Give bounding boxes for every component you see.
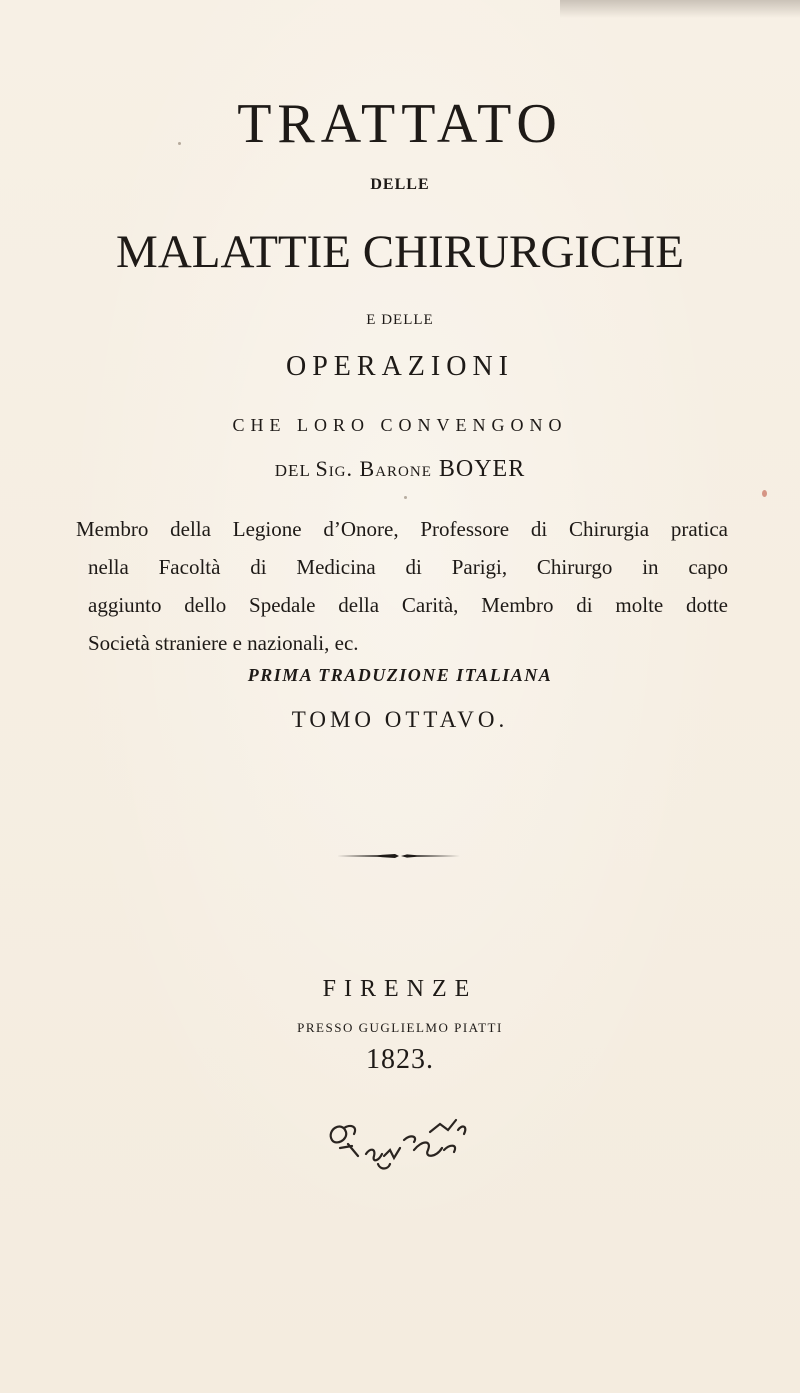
translation-note: PRIMA TRADUZIONE ITALIANA <box>247 665 553 685</box>
ownership-signature-stamp <box>318 1110 478 1180</box>
book-title: TRATTATO <box>237 93 563 155</box>
volume-number: TOMO OTTAVO. <box>291 707 509 732</box>
author-honorific: Sig. Barone <box>315 456 432 481</box>
author-line <box>0 456 800 483</box>
imprint-city: FIRENZE <box>322 976 478 1002</box>
title-connector-delle: DELLE <box>370 176 430 193</box>
credentials-line: Membro della Legione d’Onore, Professore di Chirurgia pratica <box>76 517 728 541</box>
author-credentials <box>76 510 728 662</box>
page-edge-shadow <box>560 0 800 18</box>
book-subject: MALATTIE CHIRURGICHE <box>116 226 684 278</box>
paper-speck <box>762 490 767 497</box>
title-connector-e-delle: E DELLE <box>366 312 434 328</box>
paper-speck <box>404 496 407 499</box>
credentials-line: nella Facoltà di Medicina di Parigi, Chirurgo in capo <box>88 555 728 579</box>
author-prefix: DEL <box>274 461 316 480</box>
imprint-publisher: PRESSO GUGLIELMO PIATTI <box>297 1020 503 1035</box>
credentials-line: Società straniere e nazionali, ec. <box>88 631 359 655</box>
credentials-line: aggiunto dello Spedale della Carità, Membro di molte dotte <box>88 593 728 617</box>
book-subject-operazioni: OPERAZIONI <box>286 351 514 382</box>
imprint-year: 1823. <box>366 1044 434 1075</box>
ornamental-rule <box>337 853 460 859</box>
author-name: BOYER <box>431 456 526 482</box>
title-connector-che-loro: CHE LORO CONVENGONO <box>232 415 568 435</box>
